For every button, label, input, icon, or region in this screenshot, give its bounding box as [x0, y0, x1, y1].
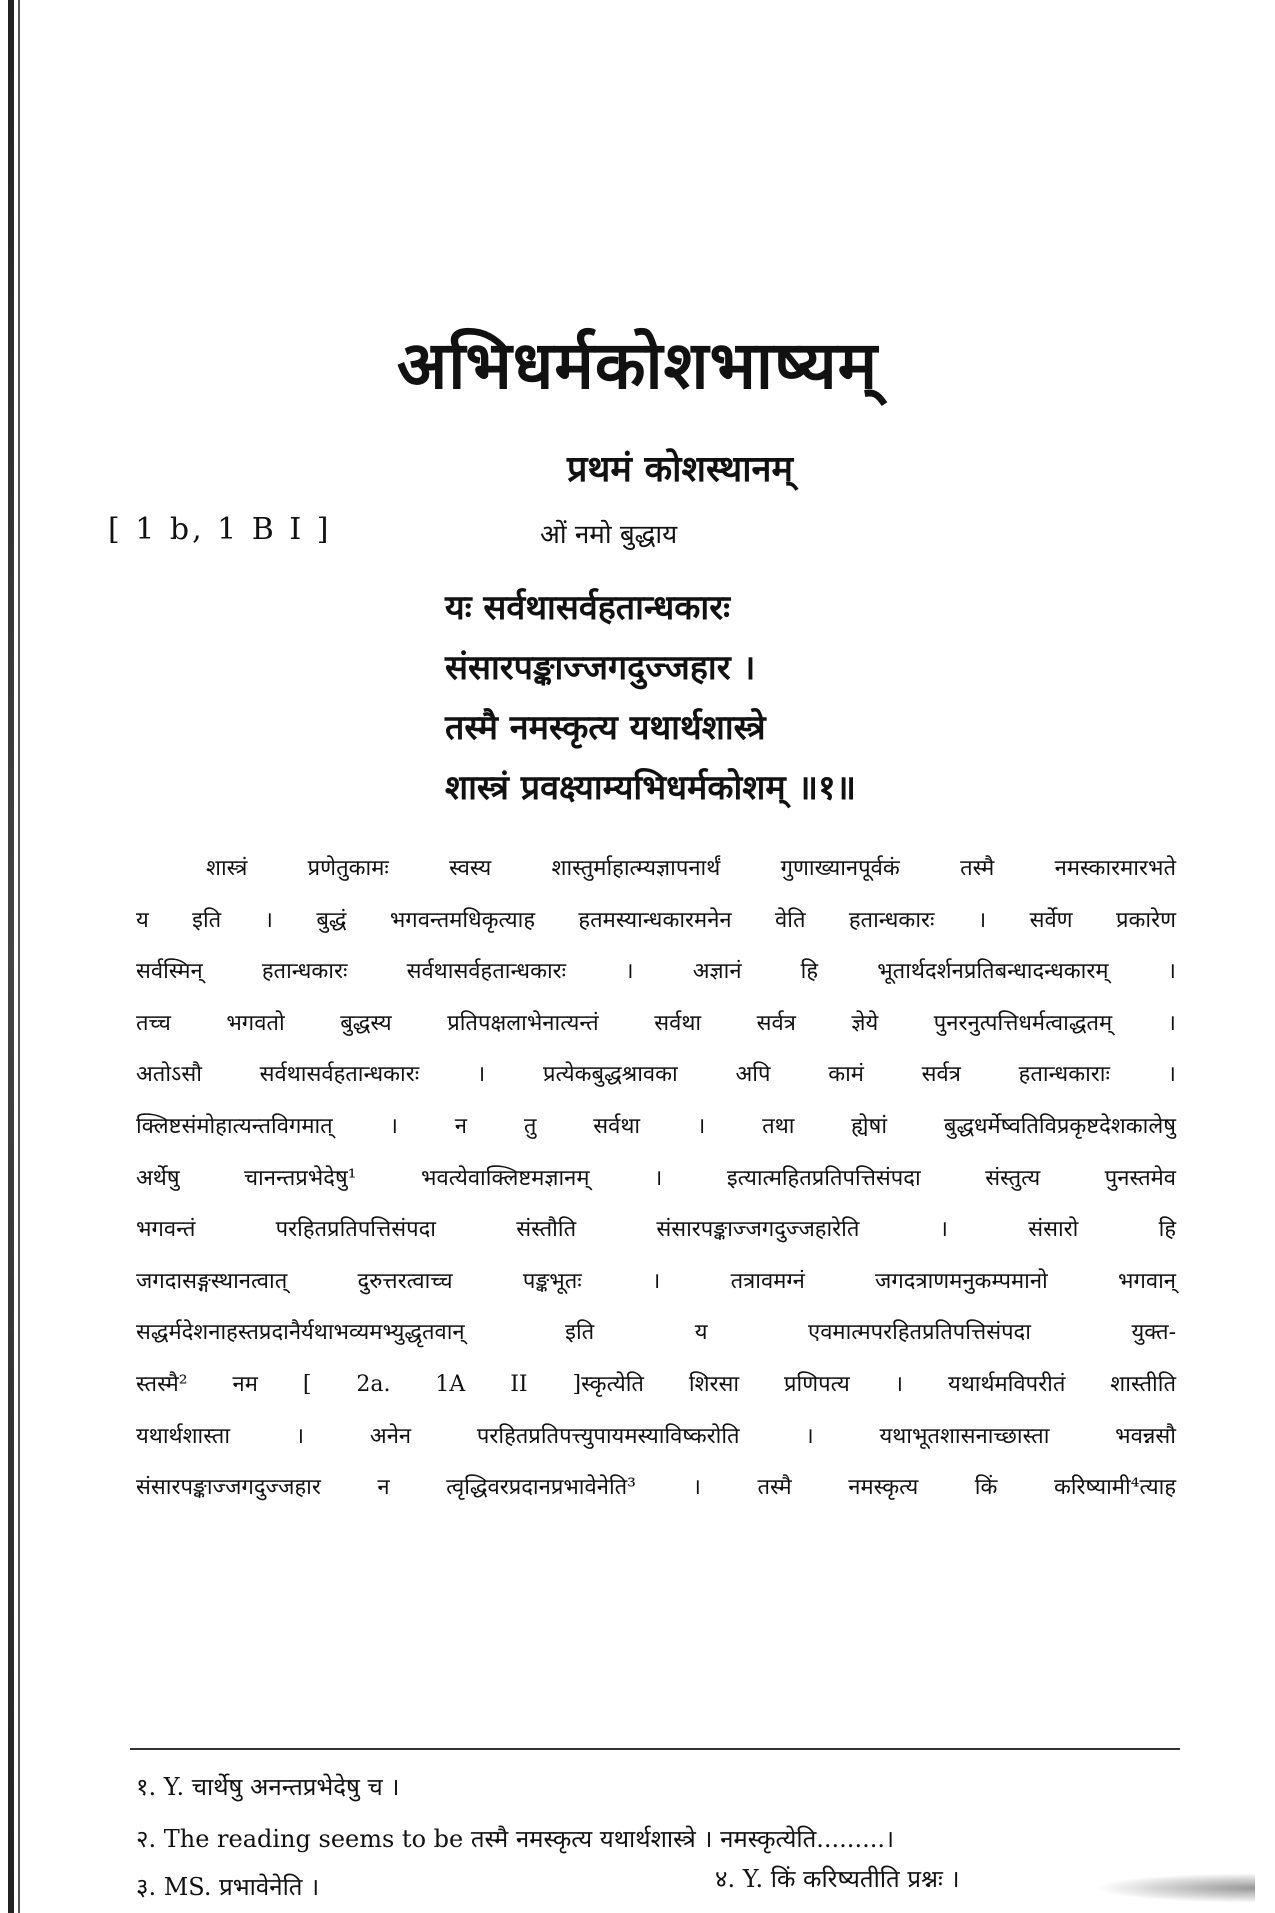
footnote-4: ४. Y. किं करिष्यतीति प्रश्नः । — [715, 1865, 960, 1893]
binding-edge — [8, 0, 14, 1913]
footnote-2: २. The reading seems to be तस्मै नमस्कृत्य यथार्थशास्त्रे । नमस्कृत्येति.........। — [136, 1825, 895, 1853]
footnote-divider — [130, 1748, 1180, 1750]
commentary-line: भगवन्तं परहितप्रतिपत्तिसंपदा संस्तौति संसारपङ्काज्जगदुज्जहारेति । संसारो हि — [136, 1217, 1176, 1243]
verse-line: तस्मै नमस्कृत्य यथार्थशास्त्रे — [445, 708, 766, 748]
commentary-block — [136, 843, 1176, 1514]
commentary-line: यथार्थशास्ता । अनेन परहितप्रतिपत्त्युपायमस्याविष्करोति । यथाभूतशासनाच्छास्ता भवन्नसौ — [136, 1423, 1176, 1449]
verse-block — [445, 578, 1145, 818]
commentary-line: तच्च भगवतो बुद्धस्य प्रतिपक्षलाभेनात्यन्तं सर्वथा सर्वत्र ज्ञेये पुनरनुत्पत्तिधर्मत्वाद्धतम् । — [136, 1010, 1176, 1036]
verse-line: संसारपङ्काज्जगदुज्जहार । — [445, 648, 756, 688]
page-title: अभिधर्मकोशभाष्यम् — [396, 326, 879, 404]
commentary-line: संसारपङ्काज्जगदुज्जहार न त्वृद्धिवरप्रदानप्रभावेनेति³ । तस्मै नमस्कृत्य किं करिष्यामी⁴त्याह — [136, 1475, 1176, 1501]
footnote-3: ३. MS. प्रभावेनेति । — [136, 1873, 320, 1901]
verse-line: शास्त्रं प्रवक्ष्याम्यभिधर्मकोशम् ॥१॥ — [445, 768, 857, 808]
commentary-line: स्तस्मै² नम [ 2a. 1A II ]स्कृत्येति शिरसा प्रणिपत्य । यथार्थमविपरीतं शास्तीति — [136, 1371, 1176, 1397]
commentary-line: अर्थेषु चानन्तप्रभेदेषु¹ भवत्येवाक्लिष्टमज्ञानम् । इत्यात्महितप्रतिपत्तिसंपदा संस्तुत्य पुनस्तमेव — [136, 1165, 1176, 1191]
commentary-line: क्लिष्टसंमोहात्यन्तविगमात् । न तु सर्वथा । तथा ह्येषां बुद्धधर्मेष्वतिविप्रकृष्टदेशकालेषु — [136, 1113, 1176, 1139]
chapter-subtitle: प्रथमं कोशस्थानम् — [566, 448, 794, 490]
binding-edge-line — [18, 0, 20, 1913]
invocation: ओं नमो बुद्धाय — [540, 520, 678, 550]
folio-marker: [ 1 b, 1 B I ] — [108, 512, 332, 547]
commentary-line: जगदासङ्गस्थानत्वात् दुरुत्तरत्वाच्च पङ्कभूतः । तत्रावमग्नं जगदत्राणमनुकम्पमानो भगवान् — [136, 1268, 1176, 1294]
commentary-line: सद्धर्मदेशनाहस्तप्रदानैर्यथाभव्यमभ्युद्धृतवान् इति य एवमात्मपरहितप्रतिपत्तिसंपदा युक्त- — [136, 1320, 1176, 1346]
commentary-line: शास्त्रं प्रणेतुकामः स्वस्य शास्तुर्माहात्म्यज्ञापनार्थं गुणाख्यानपूर्वकं तस्मै नमस्कारमारभते — [206, 856, 1176, 881]
verse-line: यः सर्वथासर्वहतान्धकारः — [445, 588, 730, 628]
commentary-line: अतोऽसौ सर्वथासर्वहतान्धकारः । प्रत्येकबुद्धश्रावका अपि कामं सर्वत्र हतान्धकाराः । — [136, 1062, 1176, 1088]
commentary-line: य इति । बुद्धं भगवन्तमधिकृत्याह हतमस्यान्धकारमनेन वेति हतान्धकारः । सर्वेण प्रकारेण — [136, 907, 1176, 933]
scan-smudge — [1095, 1873, 1255, 1903]
footnote-1: १. Y. चार्थेषु अनन्तप्रभेदेषु च । — [136, 1773, 400, 1801]
commentary-line: सर्वस्मिन् हतान्धकारः सर्वथासर्वहतान्धकारः । अज्ञानं हि भूतार्थदर्शनप्रतिबन्धादन्धकारम् । — [136, 959, 1176, 985]
